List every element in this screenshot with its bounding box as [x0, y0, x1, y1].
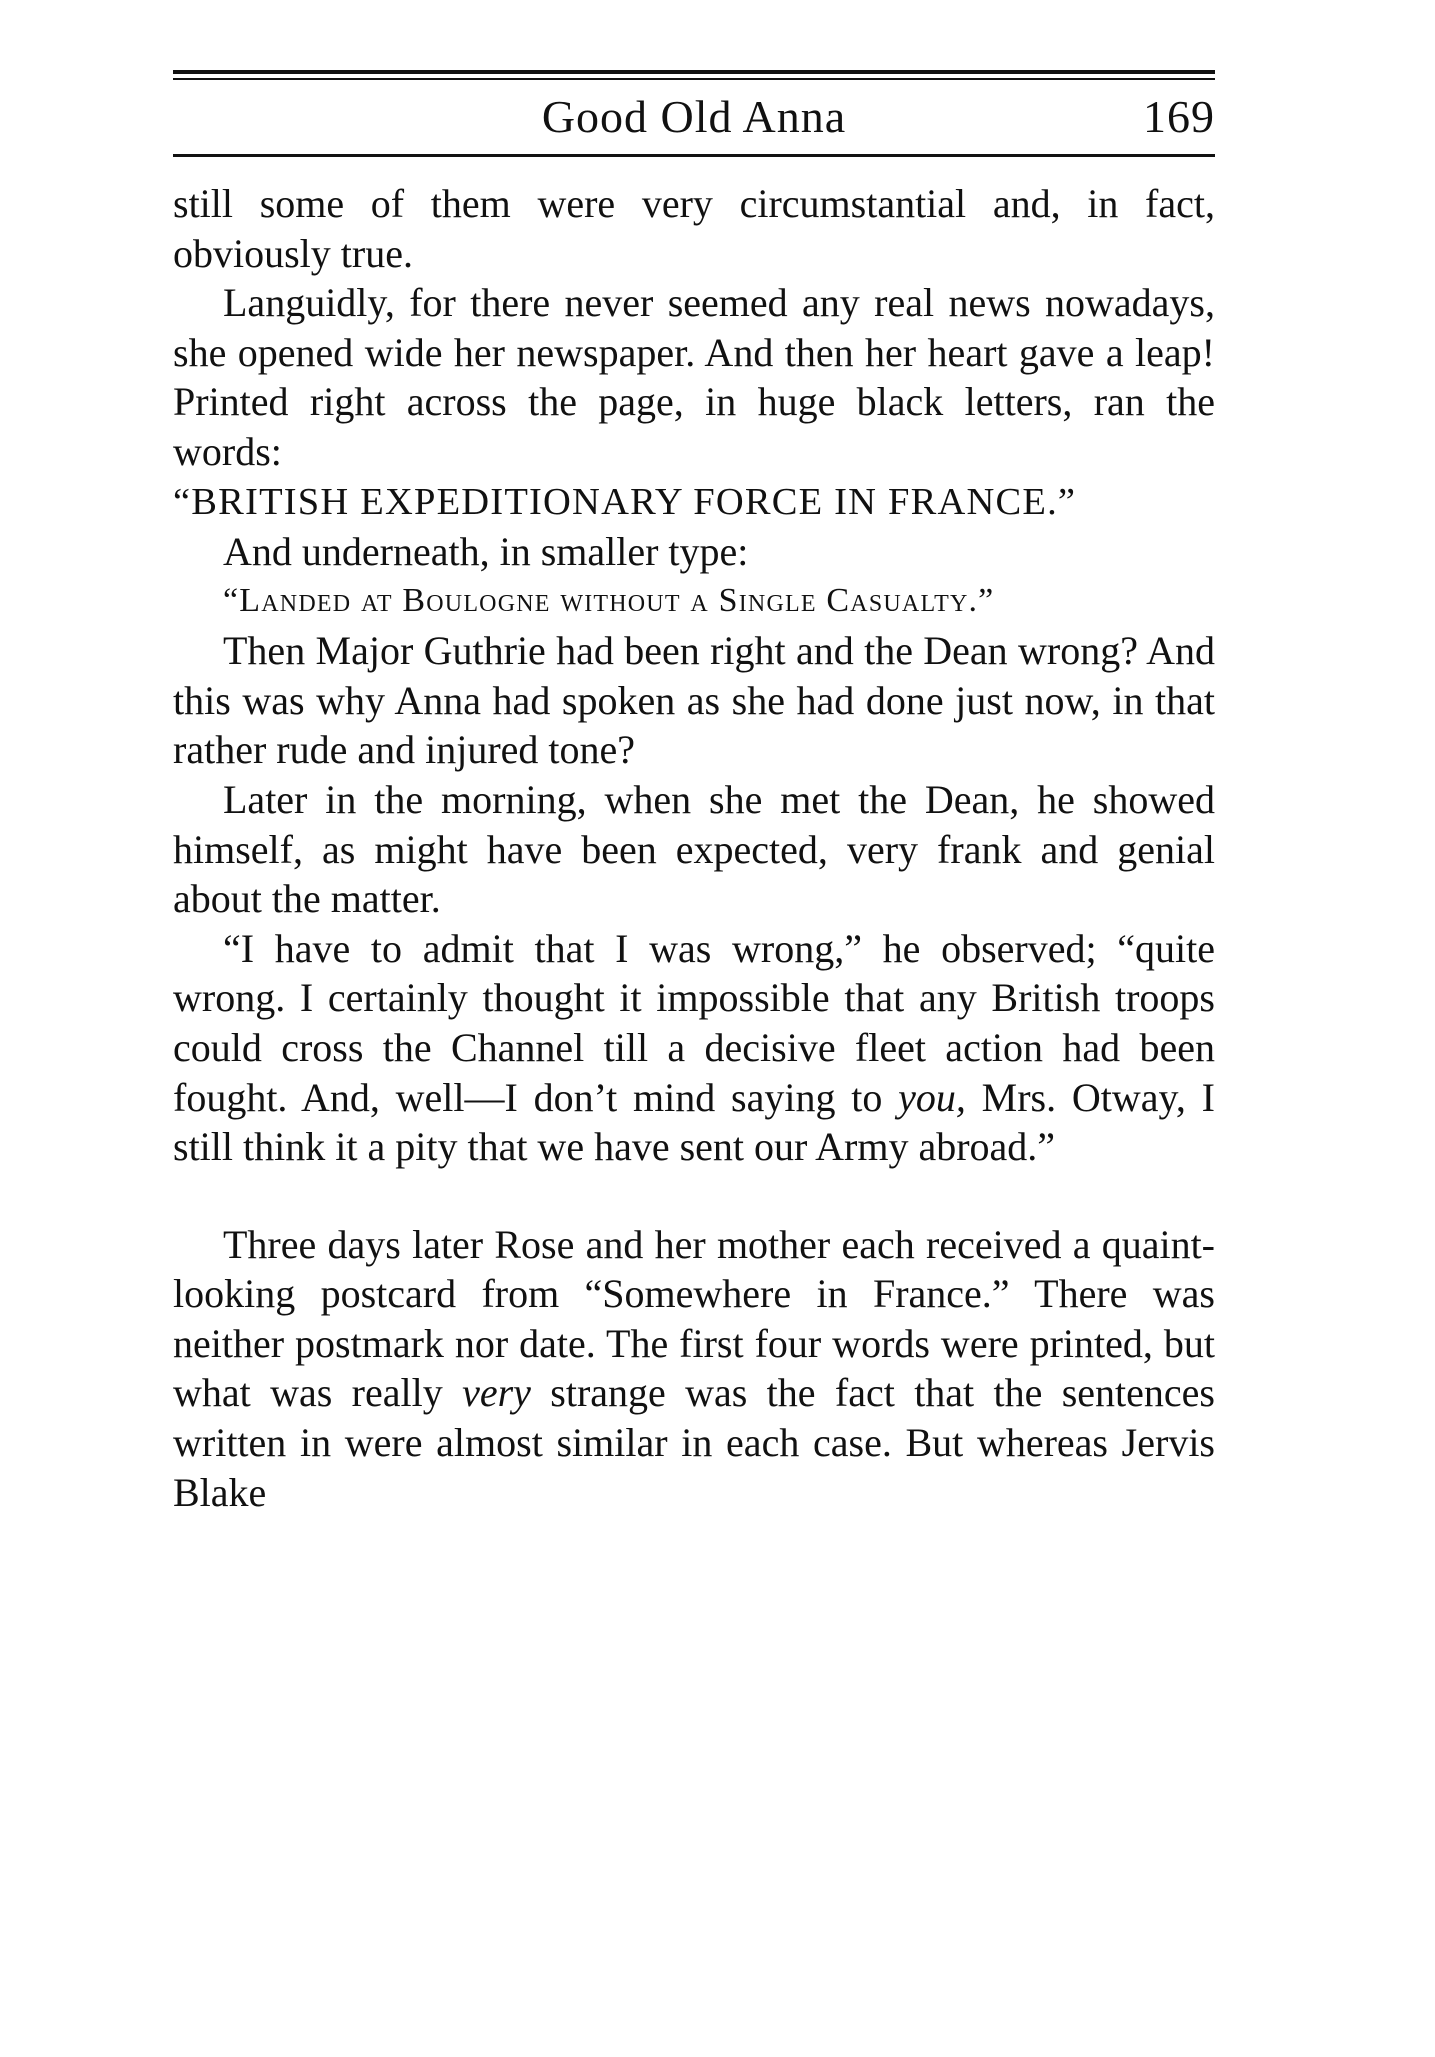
italic-emphasis: very — [462, 1370, 531, 1416]
paragraph: And underneath, in smaller type: — [223, 528, 749, 574]
paragraph: Later in the morning, when she met the Dean, he showed himself, as might have been expected, very frank and genial about the matter. — [173, 776, 1215, 922]
header-rule-thick — [173, 70, 1215, 74]
newspaper-subheadline: “Landed at Boulogne without a Single Casualty.” — [223, 582, 995, 620]
running-title: Good Old Anna — [541, 91, 847, 142]
paragraph — [173, 1220, 1215, 1518]
header-rule-bottom — [173, 154, 1215, 157]
text-run: Three days later Rose and her mother each received a quaint-looking postcard from “Somewhere in France.” There was neither postmark nor date. The first four words were printed, but what was really — [173, 1221, 1215, 1416]
text-run: “I have to admit that I was wrong,” he observed; “quite wrong. I certainly thought it impossible that any British troops could cross the Channel till a decisive fleet action had been fought. And, well—I don’t mind saying to — [173, 925, 1215, 1120]
paragraph-quote — [173, 924, 1215, 1172]
book-page — [173, 70, 1215, 1517]
paragraph: Languidly, for there never seemed any real news nowadays, she opened wide her newspaper. And then her heart gave a leap! Printed right across the page, in huge black letters, ran the words: — [173, 280, 1215, 474]
paragraph: Then Major Guthrie had been right and the Dean wrong? And this was why Anna had spoken as she had done just now, in that rather rude and injured tone? — [173, 628, 1215, 773]
text-run: strange was the fact that the sentences written in were almost similar in each case. But whereas Jervis Blake — [173, 1370, 1215, 1515]
body-text — [173, 179, 1215, 1517]
paragraph-continued: still some of them were very circumstantial and, in fact, obviously true. — [173, 181, 1215, 276]
running-head — [173, 80, 1215, 154]
page-number: 169 — [1143, 91, 1215, 142]
section-break — [173, 1172, 1215, 1220]
text-run: Mrs. Otway, I still think it a pity that we have sent our Army abroad.” — [173, 1074, 1215, 1170]
newspaper-headline: “BRITISH EXPEDITIONARY FORCE IN FRANCE.” — [173, 480, 1077, 523]
italic-emphasis: you, — [898, 1074, 966, 1120]
